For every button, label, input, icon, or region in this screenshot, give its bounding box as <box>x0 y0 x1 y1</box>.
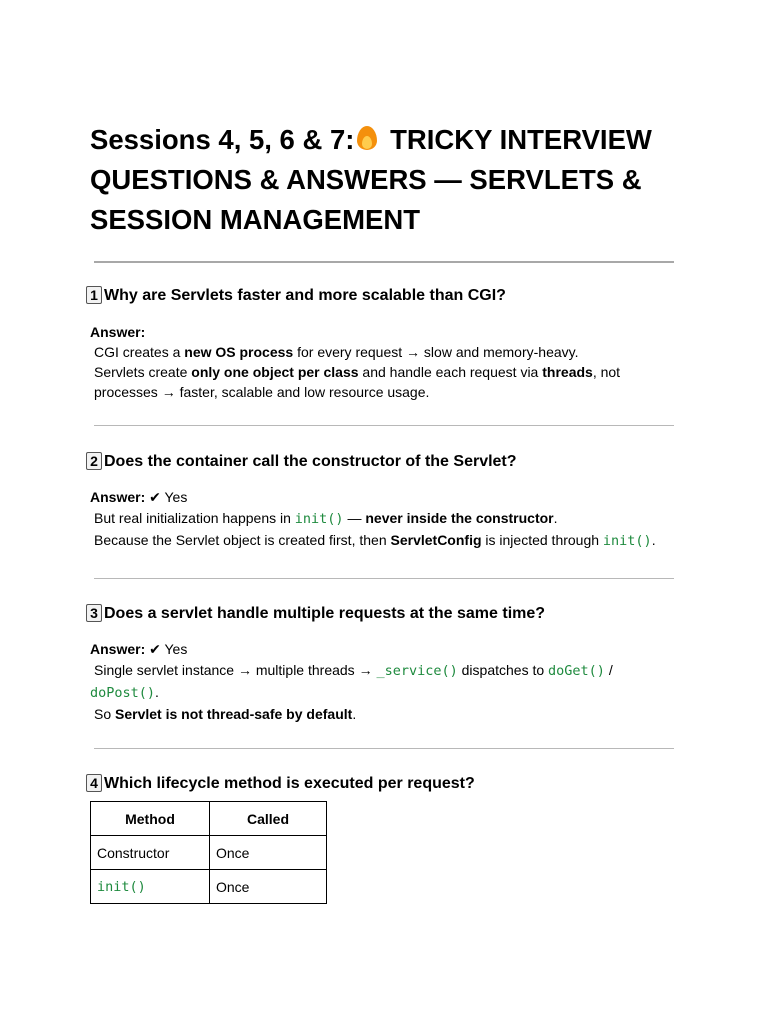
page-title <box>90 120 710 240</box>
question-2-heading <box>86 451 517 473</box>
bold-text: never inside the constructor <box>365 510 554 526</box>
number-badge-4: 4 <box>86 774 102 792</box>
lifecycle-table <box>90 801 327 904</box>
code-service: _service() <box>376 663 458 679</box>
text: — <box>343 510 366 526</box>
question-3-text: Does a servlet handle multiple requests at the same time? <box>104 605 546 622</box>
answer-2-line-1 <box>94 508 680 530</box>
text: . <box>553 510 558 526</box>
text: Single servlet instance → multiple threads → <box>94 662 377 678</box>
code-init: init() <box>294 511 344 527</box>
answer-3-line-2 <box>94 704 630 725</box>
column-header-called: Called <box>210 802 327 836</box>
title-part-1: Sessions 4, 5, 6 & 7: <box>90 124 355 155</box>
question-4-heading <box>86 773 475 795</box>
answer-3-line-1 <box>90 660 630 704</box>
text: for every request → slow and memory-heavy. <box>293 344 579 360</box>
answer-1-line-1 <box>94 342 680 362</box>
question-2-text: Does the container call the constructor of the Servlet? <box>104 453 517 470</box>
divider <box>94 425 674 426</box>
title-part-2: TRICKY INTERVIEW QUESTIONS & ANSWERS — SERVLETS & SESSION MANAGEMENT <box>90 124 652 235</box>
table-cell <box>91 870 210 904</box>
code-doget: doGet() <box>548 663 605 679</box>
fire-icon <box>356 124 378 152</box>
text: CGI creates a <box>94 344 185 360</box>
number-badge-3: 3 <box>86 604 102 622</box>
bold-text: ServletConfig <box>390 532 482 548</box>
text: / <box>604 662 613 678</box>
answer-1-line-2 <box>94 362 680 402</box>
code-init: init() <box>97 879 146 895</box>
bold-text: Servlet is not thread-safe by default <box>115 706 353 722</box>
text: , not processes → faster, scalable and low resource usage. <box>94 364 621 400</box>
table-header-row <box>91 802 327 836</box>
table-cell: Once <box>210 836 327 870</box>
answer-1 <box>90 322 680 402</box>
text: Because the Servlet object is created first, then <box>94 532 391 548</box>
answer-value: ✔ Yes <box>145 489 188 505</box>
answer-label: Answer: <box>90 489 146 505</box>
text: . <box>352 706 357 722</box>
question-1-heading <box>86 285 506 307</box>
text: dispatches to <box>457 662 549 678</box>
answer-value: ✔ Yes <box>145 641 188 657</box>
question-4-text: Which lifecycle method is executed per request? <box>104 775 475 792</box>
question-1-text: Why are Servlets faster and more scalable than CGI? <box>104 287 506 304</box>
text: . <box>155 684 159 700</box>
table-cell: Once <box>210 870 327 904</box>
table-cell: Constructor <box>91 836 210 870</box>
table-row <box>91 870 327 904</box>
bold-text: threads <box>542 364 593 380</box>
answer-label: Answer: <box>90 641 146 657</box>
question-3-heading <box>86 603 545 625</box>
divider <box>94 261 674 263</box>
bold-text: only one object per class <box>191 364 359 380</box>
table-row <box>91 836 327 870</box>
column-header-method: Method <box>91 802 210 836</box>
divider <box>94 748 674 749</box>
number-badge-2: 2 <box>86 452 102 470</box>
answer-3 <box>90 639 630 725</box>
answer-2 <box>90 487 680 552</box>
number-badge-1: 1 <box>86 286 102 304</box>
code-init: init() <box>602 533 652 549</box>
text: But real initialization happens in <box>94 510 295 526</box>
answer-label: Answer: <box>90 324 146 340</box>
answer-2-line-2 <box>94 530 680 552</box>
text: So <box>94 706 116 722</box>
text: . <box>651 532 656 548</box>
text: and handle each request via <box>358 364 543 380</box>
divider <box>94 578 674 579</box>
code-dopost: doPost() <box>90 685 156 701</box>
text: Servlets create <box>94 364 192 380</box>
bold-text: new OS process <box>184 344 294 360</box>
text: is injected through <box>481 532 603 548</box>
